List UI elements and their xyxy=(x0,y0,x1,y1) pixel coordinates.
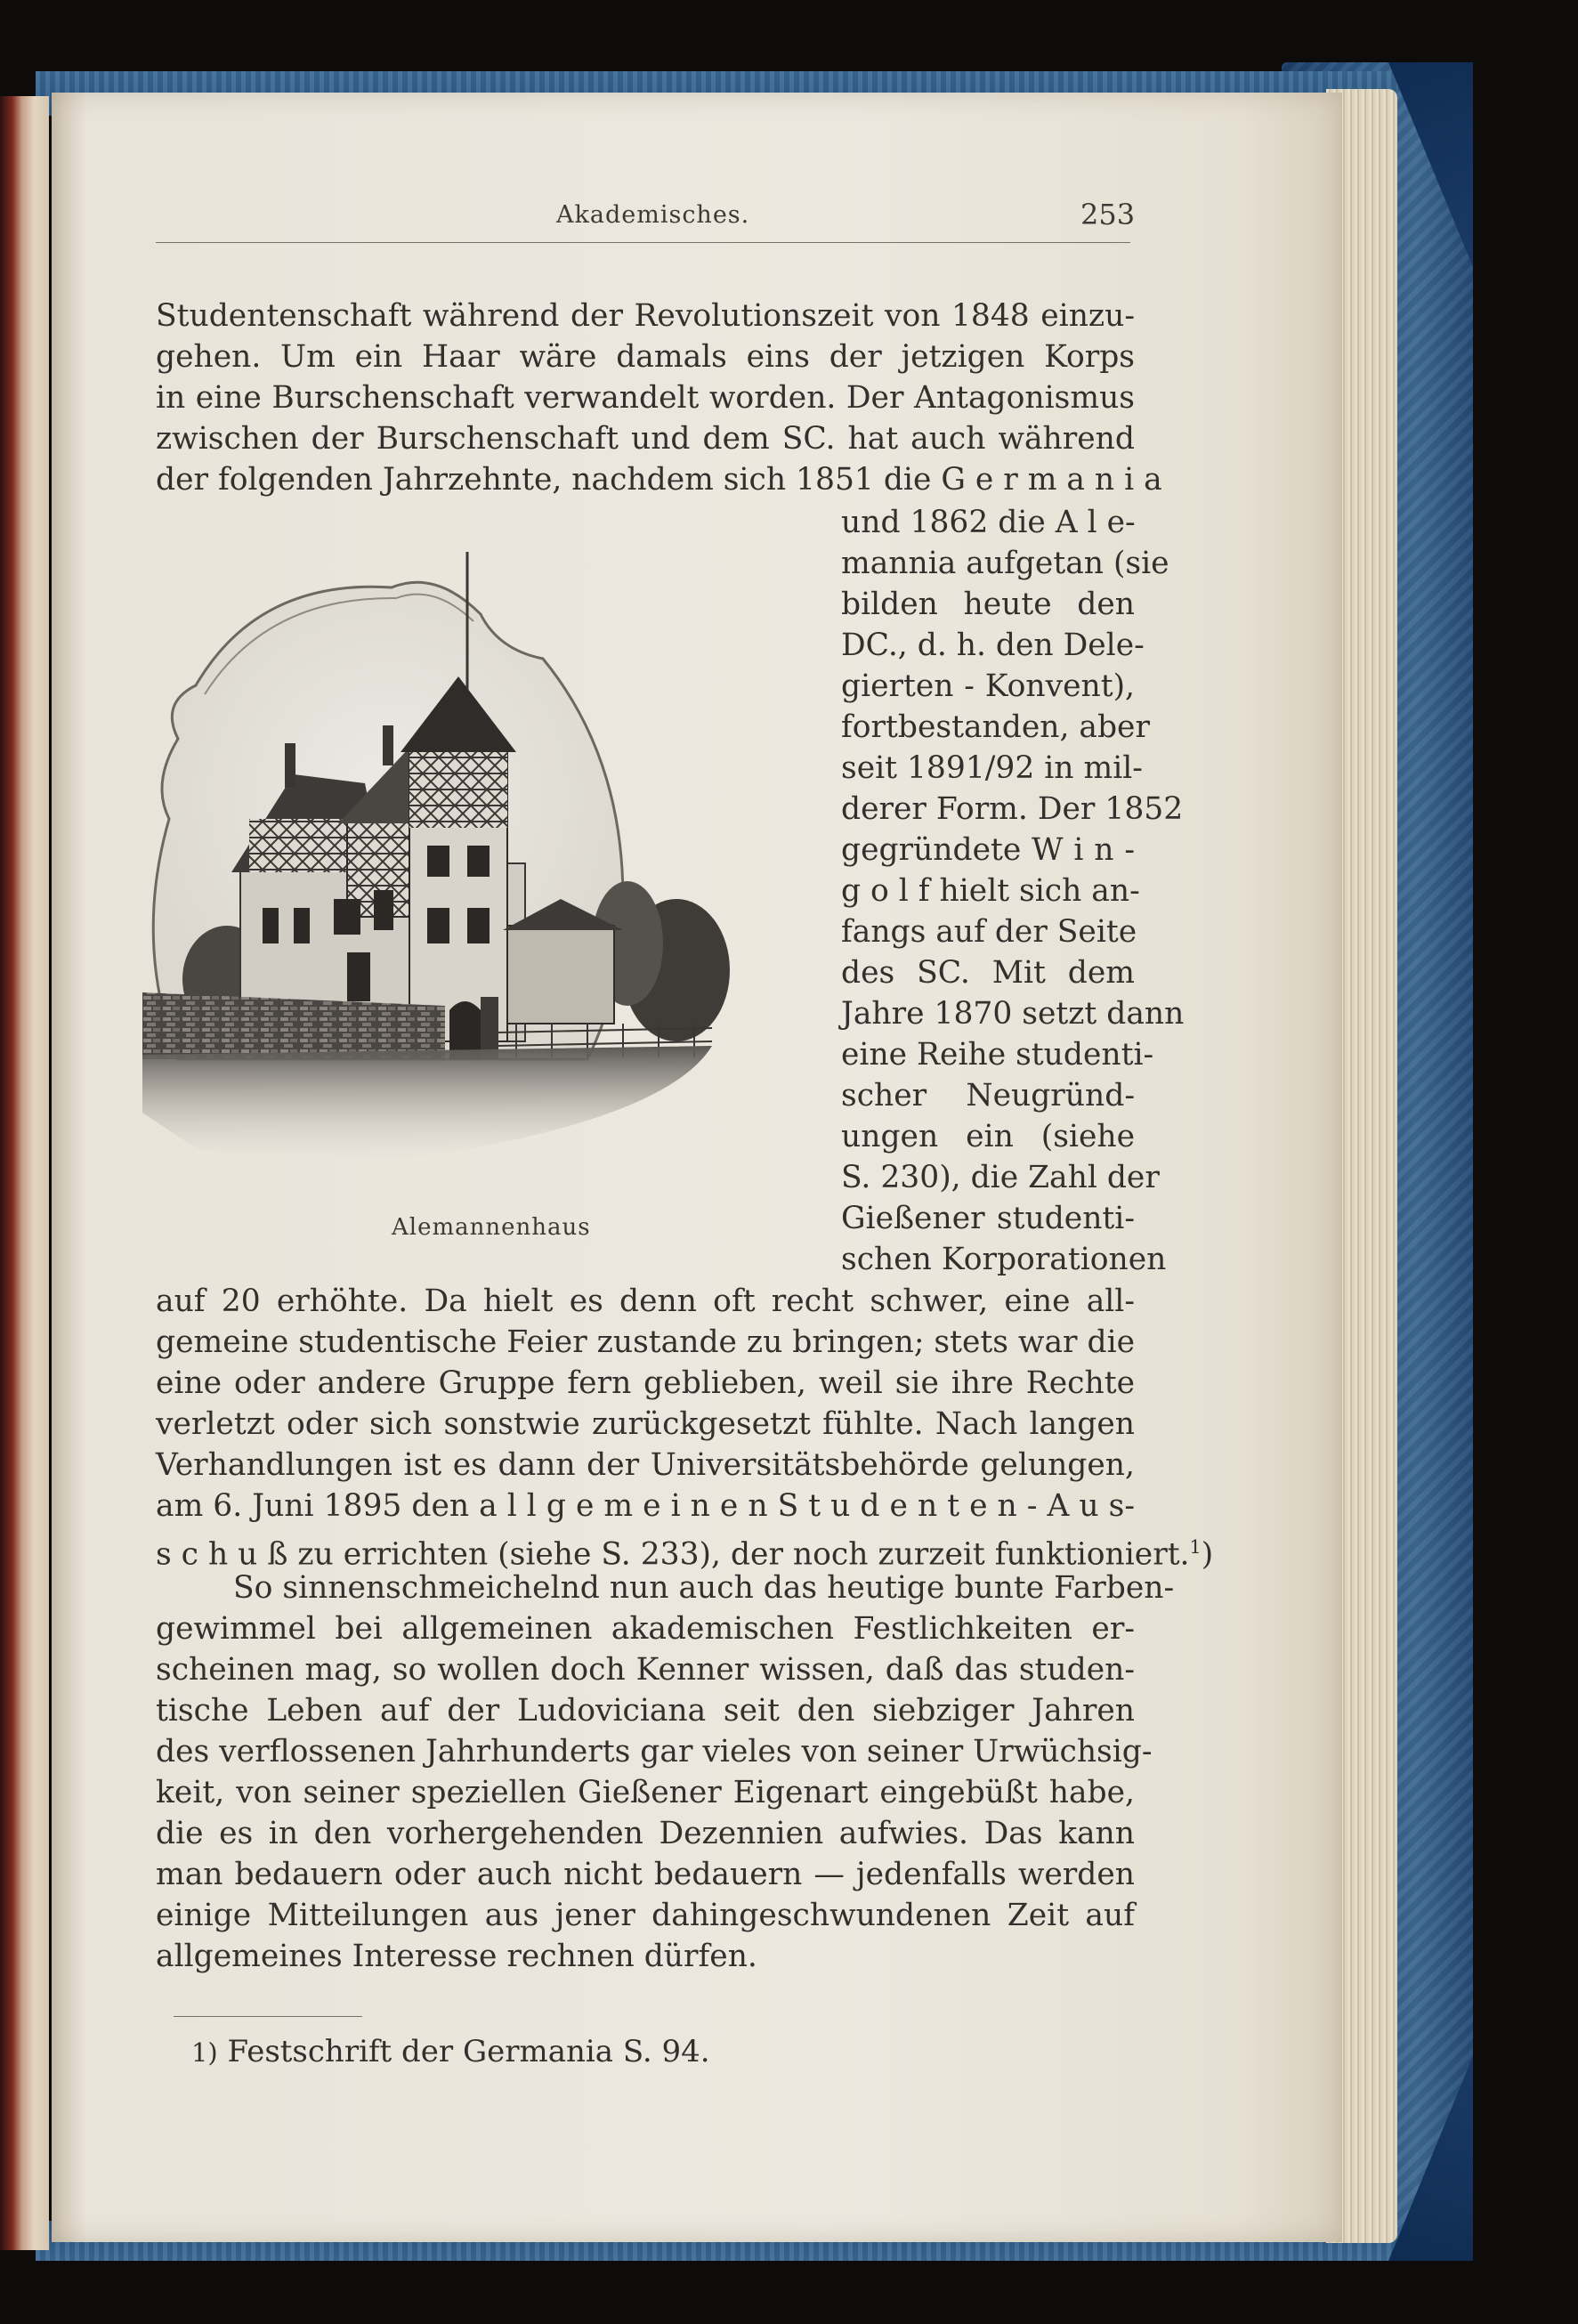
text-line: fortbestanden, aber xyxy=(841,709,1150,745)
text-line: seit 1891/92 in mil- xyxy=(841,750,1143,786)
text-line: Studentenschaft während der Revolutionszeit von 1848 einzu- xyxy=(156,298,1135,334)
text-line: Jahre 1870 setzt dann xyxy=(841,996,1185,1032)
paragraph-first-line: So sinnenschmeichelnd nun auch das heutige bunte Farben- xyxy=(233,1570,1175,1606)
text-line: Verhandlungen ist es dann der Universitätsbehörde gelungen, xyxy=(156,1447,1135,1483)
text-line-last: allgemeines Interesse rechnen dürfen. xyxy=(156,1939,757,1974)
text-line: gegründete W i n - xyxy=(841,832,1135,868)
text-line: g o l f hielt sich an- xyxy=(841,873,1140,909)
running-title: Akademisches. xyxy=(556,201,750,229)
closing-paren: ) xyxy=(1201,1536,1214,1573)
page-number: 253 xyxy=(1080,198,1136,231)
text-line: scher Neugründ- xyxy=(841,1078,1135,1113)
text-line: verletzt oder sich sonstwie zurückgesetzt fühlte. Nach langen xyxy=(156,1406,1135,1442)
text-line: gehen. Um ein Haar wäre damals eins der jetzigen Korps xyxy=(156,339,1135,375)
text-line: mannia aufgetan (sie xyxy=(841,546,1169,581)
header-rule xyxy=(156,242,1130,243)
footnote-text: Festschrift der Germania S. 94. xyxy=(227,2034,710,2069)
text-line: der folgenden Jahrzehnte, nachdem sich 1851 die G e r m a n i a xyxy=(156,462,1162,498)
text-line: auf 20 erhöhte. Da hielt es denn oft recht schwer, eine all- xyxy=(156,1283,1135,1319)
text-line: in eine Burschenschaft verwandelt worden. Der Antagonismus xyxy=(156,380,1135,416)
text-line: des SC. Mit dem xyxy=(841,955,1135,991)
text-line: fangs auf der Seite xyxy=(841,914,1137,950)
text-line: eine oder andere Gruppe fern geblieben, weil sie ihre Rechte xyxy=(156,1365,1135,1401)
text-line: und 1862 die A l e- xyxy=(841,505,1136,540)
text-line: am 6. Juni 1895 den a l l g e m e i n e n S t u d e n t e n - A u s- xyxy=(156,1488,1135,1524)
text-line: die es in den vorhergehenden Dezennien aufwies. Das kann xyxy=(156,1816,1135,1851)
text-line: keit, von seiner speziellen Gießener Eigenart eingebüßt habe, xyxy=(156,1775,1135,1810)
text-line: derer Form. Der 1852 xyxy=(841,791,1184,827)
text-line: zwischen der Burschenschaft und dem SC. hat auch während xyxy=(156,421,1135,457)
text-line: schen Korporationen xyxy=(841,1242,1167,1277)
text-line: gierten - Konvent), xyxy=(841,668,1135,704)
text-line: einige Mitteilungen aus jener dahingeschwundenen Zeit auf xyxy=(156,1898,1135,1933)
text-line: man bedauern oder auch nicht bedauern — jedenfalls werden xyxy=(156,1857,1135,1892)
text-line: eine Reihe studenti- xyxy=(841,1037,1154,1073)
text-line: scheinen mag, so wollen doch Kenner wissen, daß das studen- xyxy=(156,1652,1135,1688)
text-line: Gießener studenti- xyxy=(841,1201,1135,1236)
footnote-rule xyxy=(174,2016,362,2017)
text-line: bilden heute den xyxy=(841,587,1135,622)
text-line: gewimmel bei allgemeinen akademischen Festlichkeiten er- xyxy=(156,1611,1135,1647)
footnote-marker: 1) xyxy=(191,2037,218,2068)
text-line: S. 230), die Zahl der xyxy=(841,1160,1160,1195)
text-line: tische Leben auf der Ludoviciana seit den siebziger Jahren xyxy=(156,1693,1135,1729)
text-line: DC., d. h. den Dele- xyxy=(841,628,1145,663)
text-line: gemeine studentische Feier zustande zu bringen; stets war die xyxy=(156,1324,1136,1360)
text-line: ungen ein (siehe xyxy=(841,1119,1135,1154)
footnote xyxy=(191,2034,710,2069)
facing-page-edge xyxy=(0,96,49,2250)
illustration-alemannenhaus xyxy=(142,525,801,1184)
text-line: s c h u ß zu errichten (siehe S. 233), der noch zurzeit funktioniert. xyxy=(156,1536,1190,1573)
text-line: des verflossenen Jahrhunderts gar vieles von seiner Urwüchsig- xyxy=(156,1734,1153,1769)
footnote-reference[interactable]: 1 xyxy=(1189,1536,1202,1558)
illustration-caption: Alemannenhaus xyxy=(392,1214,591,1241)
